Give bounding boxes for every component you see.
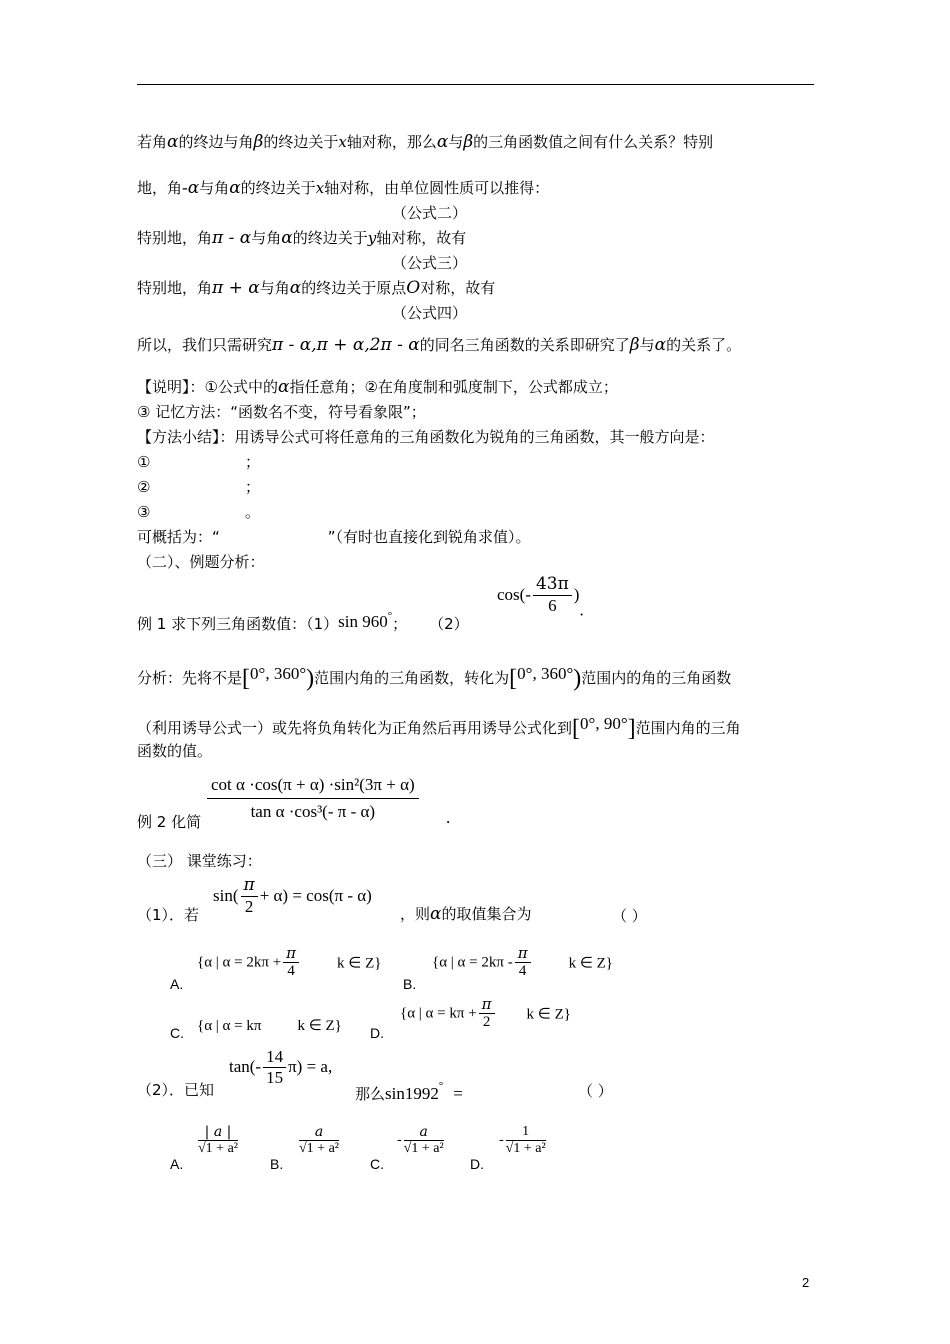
fraction-numerator: a [404,1124,444,1141]
pi-plus-alpha: π + α [212,278,260,298]
alpha-symbol: α [167,132,179,152]
beta-symbol: β [629,335,640,355]
alpha-symbol: α [654,335,667,355]
text: 特别地，角 [137,279,213,297]
analysis-line-3: 函数的值。 [137,742,213,760]
section-2-heading: （二）、例题分析： [137,553,265,571]
q2-option-d-fraction [499,1124,548,1157]
fraction-denominator: √1 + a² [505,1141,546,1157]
option-b-label: B. [403,976,417,992]
option-c-set [197,1016,342,1035]
fraction-numerator: a [299,1124,339,1141]
sin-960: sin 960 [338,612,388,631]
text: k ∈ Z} [568,955,613,972]
step-1 [137,452,261,472]
text: 【说明】：①公式中的 [137,378,278,396]
text: （2） [429,615,469,633]
text: 轴对称，由单位圆性质可以推得： [324,179,550,197]
example-1-cos-expression [497,575,584,621]
q2-option-c-fraction [397,1124,446,1157]
q2-option-c-label: C. [370,1156,384,1172]
text: 的取值集合为 [441,905,532,923]
text: 例 1 求下列三角函数值：（1） [137,615,339,633]
text: ) [573,585,580,605]
text: 的关系了。 [666,336,742,354]
alpha-symbol: α [436,132,449,152]
question-1-answer-paren: （ ） [612,907,647,925]
text: 与角 [251,229,282,247]
summary-line [137,527,531,547]
x-symbol: x [315,179,325,197]
text: 所以，我们只需研究 [137,336,273,354]
question-1-equation [213,876,372,916]
alpha-symbol: α [289,278,302,298]
fraction-numerator: 14 [263,1047,286,1068]
analysis-line-2: （利用诱导公式一）或先将负角转化为正角然后再用诱导公式化到[0°, 90°]范围内角的三角 [137,714,741,742]
method-line: 【方法小结】：用诱导公式可将任意角的三角函数化为锐角的三角函数，其一般方向是： [137,428,715,446]
text: 的终边关于 [240,179,316,197]
step-end: 。 [245,503,261,521]
degree-sign: ° [387,610,393,622]
text: 的终边关于 [263,133,339,151]
fraction-denominator: 6 [548,595,557,615]
step-end: ； [245,453,261,471]
text: 的终边关于 [292,229,368,247]
option-d-label: D. [370,1025,384,1041]
text: {α | α = 2kπ + [197,954,282,971]
option-b-set [432,945,613,981]
q2-option-a-label: A. [170,1156,184,1172]
alpha-symbol: α [187,178,200,198]
text: {α | α = 2kπ - [432,954,513,971]
section-3-heading: （三） 课堂练习： [137,852,262,870]
question-1-label: （1）．若 [137,906,200,924]
question-1-tail [400,903,532,924]
example-1 [137,606,469,634]
text: 地，角 [137,179,183,197]
text: . [579,600,584,620]
step-mark: ③ [137,503,151,521]
alpha-symbol: α [281,228,293,248]
fraction-denominator: 4 [518,963,527,980]
beta-symbol: β [253,132,264,152]
text: 特别地，角 [137,229,213,247]
example-2-fraction [205,775,421,821]
text: 轴对称，那么 [346,133,437,151]
step-3 [137,502,261,522]
question-2-equation [229,1047,332,1087]
text: 指任意角；②在角度制和弧度制下，公式都成立； [289,378,618,396]
text: 范围内角的三角 [635,719,741,737]
fraction-denominator: tan α ·cos³(- π - α) [250,801,376,821]
fraction-denominator: 2 [244,896,254,916]
text: ”（有时也直接化到锐角求值）。 [327,528,531,546]
text: 与角 [259,279,290,297]
text: 的终边关于原点 [301,279,407,297]
step-mark: ② [137,478,151,496]
text: sin( [213,886,239,906]
step-2 [137,477,261,497]
q2-option-b-fraction [297,1124,341,1157]
beta-symbol: β [463,132,474,152]
paragraph-3 [137,228,466,248]
text: 与角 [199,179,230,197]
interval-0-360: 0°, 360° [250,664,307,683]
formula-4-label: （公式四） [392,304,468,322]
text: 与 [448,133,464,151]
q2-option-a-fraction [196,1124,240,1157]
pi-minus-alpha: π - α [212,228,252,248]
minus: - [397,1132,402,1148]
text: 的同名三角函数的关系即研究了 [419,336,630,354]
fraction-denominator: √1 + a² [299,1141,339,1157]
option-a-label: A. [170,976,184,992]
paragraph-5 [137,335,741,355]
x-symbol: x [338,133,347,151]
option-a-set [197,945,381,981]
step-end: ； [245,478,261,496]
fraction-numerator: 1 [506,1124,546,1141]
angle-list: π - α,π + α,2π - α [272,335,420,355]
formula-2-label: （公式二） [392,204,468,222]
text: （利用诱导公式一）或先将负角转化为正角然后再用诱导公式化到 [137,719,573,737]
example-2-label: 例 2 化简 [137,813,202,831]
text: 与 [639,336,655,354]
fraction-numerator: π [479,996,495,1014]
q2-option-b-label: B. [270,1156,284,1172]
minus: - [499,1132,504,1148]
text: 的三角函数值之间有什么关系？特别 [473,133,714,151]
paragraph-4 [137,278,495,298]
sin-1992: sin1992 [385,1084,439,1103]
alpha-symbol: α [277,377,290,397]
text: tan(- [229,1057,262,1077]
text: 可概括为：“ [137,528,220,546]
text: 的终边与角 [178,133,254,151]
fraction-numerator: π [241,876,258,897]
text: 轴对称，故有 [376,229,467,247]
text: = [453,1084,463,1103]
text: ，则 [400,905,431,923]
alpha-symbol: α [229,178,241,198]
origin-symbol: O [406,278,421,298]
text: π) = a, [288,1057,333,1077]
fraction-denominator: 15 [266,1067,284,1087]
fraction-numerator: π [515,945,531,963]
fraction-denominator: √1 + a² [198,1141,238,1157]
text: 范围内的角的三角函数 [581,669,732,687]
question-2-label: （2）．已知 [137,1081,215,1099]
fraction-denominator: 4 [287,963,295,980]
header-rule [137,84,814,85]
text: 那么 [355,1085,386,1103]
text: 对称，故有 [420,279,496,297]
analysis-line-1: 分析：先将不是[0°, 360°)范围内角的三角函数，转化为[0°, 360°)范围内的角的三角函数 [137,664,732,692]
q2-option-d-label: D. [470,1156,484,1172]
text: {α | α = kπ [197,1018,262,1034]
text: + α) = cos(π - α) [259,886,372,906]
question-2-tail [355,1080,463,1104]
text: cos(- [497,585,531,605]
text: 若角 [137,133,168,151]
text: 范围内角的三角函数，转化为 [314,669,510,687]
example-2-dot: . [446,808,451,827]
alpha-symbol: α [430,904,442,924]
fraction-numerator: 43π [533,575,572,596]
paragraph-1 [137,132,713,152]
page-number: 2 [802,1275,810,1290]
text: k ∈ Z} [337,955,382,972]
text: {α | α = kπ + [400,1005,477,1022]
fraction-numerator: | a | [198,1124,238,1141]
option-d-set [400,996,571,1032]
text: k ∈ Z} [526,1006,571,1023]
formula-3-label: （公式三） [392,254,468,272]
interval-0-360: 0°, 360° [517,664,574,683]
fraction-denominator: √1 + a² [403,1141,444,1157]
fraction-numerator: π [283,945,299,963]
fraction-numerator: cot α ·cos(π + α) ·sin²(3π + α) [207,775,419,799]
text: 分析：先将不是 [137,669,243,687]
step-mark: ① [137,453,151,471]
interval-0-90: 0°, 90° [580,714,628,733]
option-c-label: C. [170,1025,184,1041]
degree-sign: ° [438,1080,444,1092]
text: ； [392,615,408,633]
text: k ∈ Z} [297,1018,342,1034]
memory-line: ③ 记忆方法：“函数名不变，符号看象限”； [137,403,426,421]
fraction-denominator: 2 [482,1014,491,1031]
note-line [137,377,618,397]
y-symbol: y [367,229,377,247]
paragraph-2 [137,178,549,198]
minus: - [182,178,188,197]
question-2-answer-paren: （ ） [578,1082,613,1100]
